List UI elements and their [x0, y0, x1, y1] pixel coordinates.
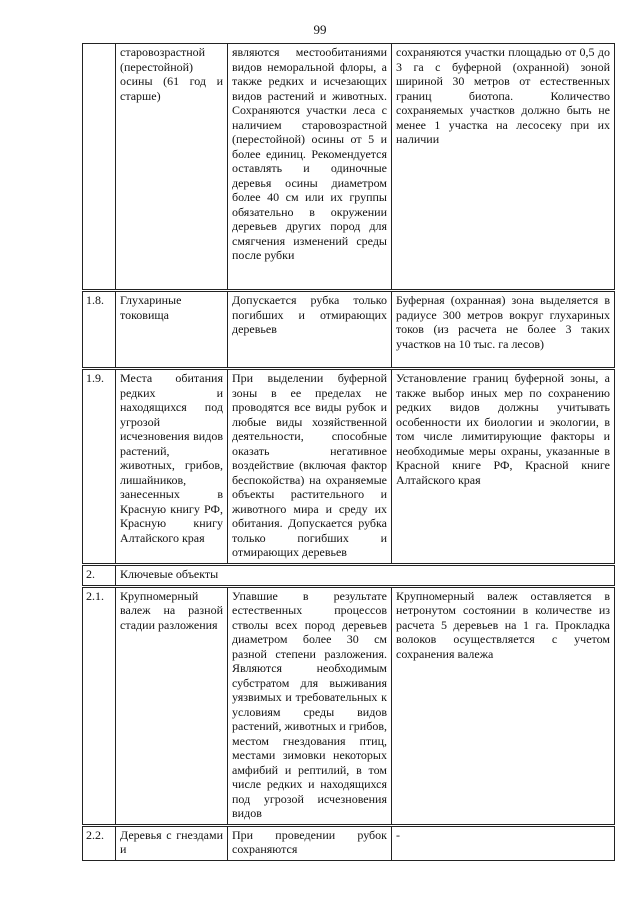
row-number: 2.2.: [83, 825, 116, 860]
table-row: [83, 586, 615, 825]
page-number: 99: [313, 22, 327, 37]
row-number: 2.1.: [83, 586, 116, 825]
protection-measures: Установление границ буферной зоны, а также выбор иных мер по сохранению редких видов должны учитывать особенности их биологии и экологии, в том числе лимитирующие факторы и необходимые меры охраны, указанные в Красной книге РФ, Красной книге Алтайского края: [392, 369, 615, 565]
row-number: 1.8.: [83, 291, 116, 369]
protection-measures: Крупномерный валеж оставляется в нетронутом состоянии в количестве из расчета 5 деревьев на 1 га. Прокладка волоков осуществляется с учетом сохранения валежа: [392, 586, 615, 825]
section-title: Ключевые объекты: [116, 564, 615, 586]
object-name: старовозрастной (перестойной) осины (61 год и старше): [116, 44, 228, 291]
row-number: [83, 44, 116, 291]
object-name: Глухариные токовища: [116, 291, 228, 369]
table-row: [83, 369, 615, 565]
forest-objects-table: [82, 43, 615, 861]
protection-measures: Буферная (охранная) зона выделяется в радиусе 300 метров вокруг глухариных токов (из расчета не более 3 таких участков на 10 тыс. га лесов): [392, 291, 615, 369]
object-description: являются местообитаниями видов неморальной флоры, а также редких и исчезающих видов растений и животных. Сохраняются участки леса с наличием старовозрастной (перестойной) осины от 5 и более единиц. Рекомендуется оставлять и одиночные деревья осины диаметром более 40 см или их группы обязательно в окружении деревьев других пород для смягчения изменений среды после рубки: [228, 44, 392, 291]
section-number: 2.: [83, 564, 116, 586]
object-name: Деревья с гнездами и: [116, 825, 228, 860]
table-row: [83, 825, 615, 860]
row-number: 1.9.: [83, 369, 116, 565]
protection-measures: сохраняются участки площадью от 0,5 до 3 га с буферной (охранной) зоной шириной 30 метров от естественных границ биотопа. Количество сохраняемых участков должно быть не менее 1 участка на лесосеку при их наличии: [392, 44, 615, 291]
object-name: Крупномерный валеж на разной стадии разложения: [116, 586, 228, 825]
table-row: [83, 44, 615, 291]
protection-measures: -: [392, 825, 615, 860]
object-description: Допускается рубка только погибших и отмирающих деревьев: [228, 291, 392, 369]
object-name: Места обитания редких и находящихся под угрозой исчезновения видов растений, животных, грибов, лишайников, занесенных в Красную книгу РФ, Красную книгу Алтайского края: [116, 369, 228, 565]
object-description: При проведении рубок сохраняются: [228, 825, 392, 860]
object-description: Упавшие в результате естественных процессов стволы всех пород деревьев диаметром более 30 см разной степени разложения. Являются необходимым субстратом для выживания уязвимых и требовательных к условиям среды видов растений, животных и грибов, местом гнездования птиц, местами зимовки некоторых амфибий и рептилий, в том числе редких и находящихся под угрозой исчезновения видов: [228, 586, 392, 825]
table-row: [83, 291, 615, 369]
object-description: При выделении буферной зоны в ее пределах не проводятся все виды рубок и любые виды хозяйственной деятельности, способные оказать негативное воздействие (включая фактор беспокойства) на охраняемые объекты растительного и животного мира и среду их обитания. Допускается рубка только погибших и отмирающих деревьев: [228, 369, 392, 565]
section-row: [83, 564, 615, 586]
